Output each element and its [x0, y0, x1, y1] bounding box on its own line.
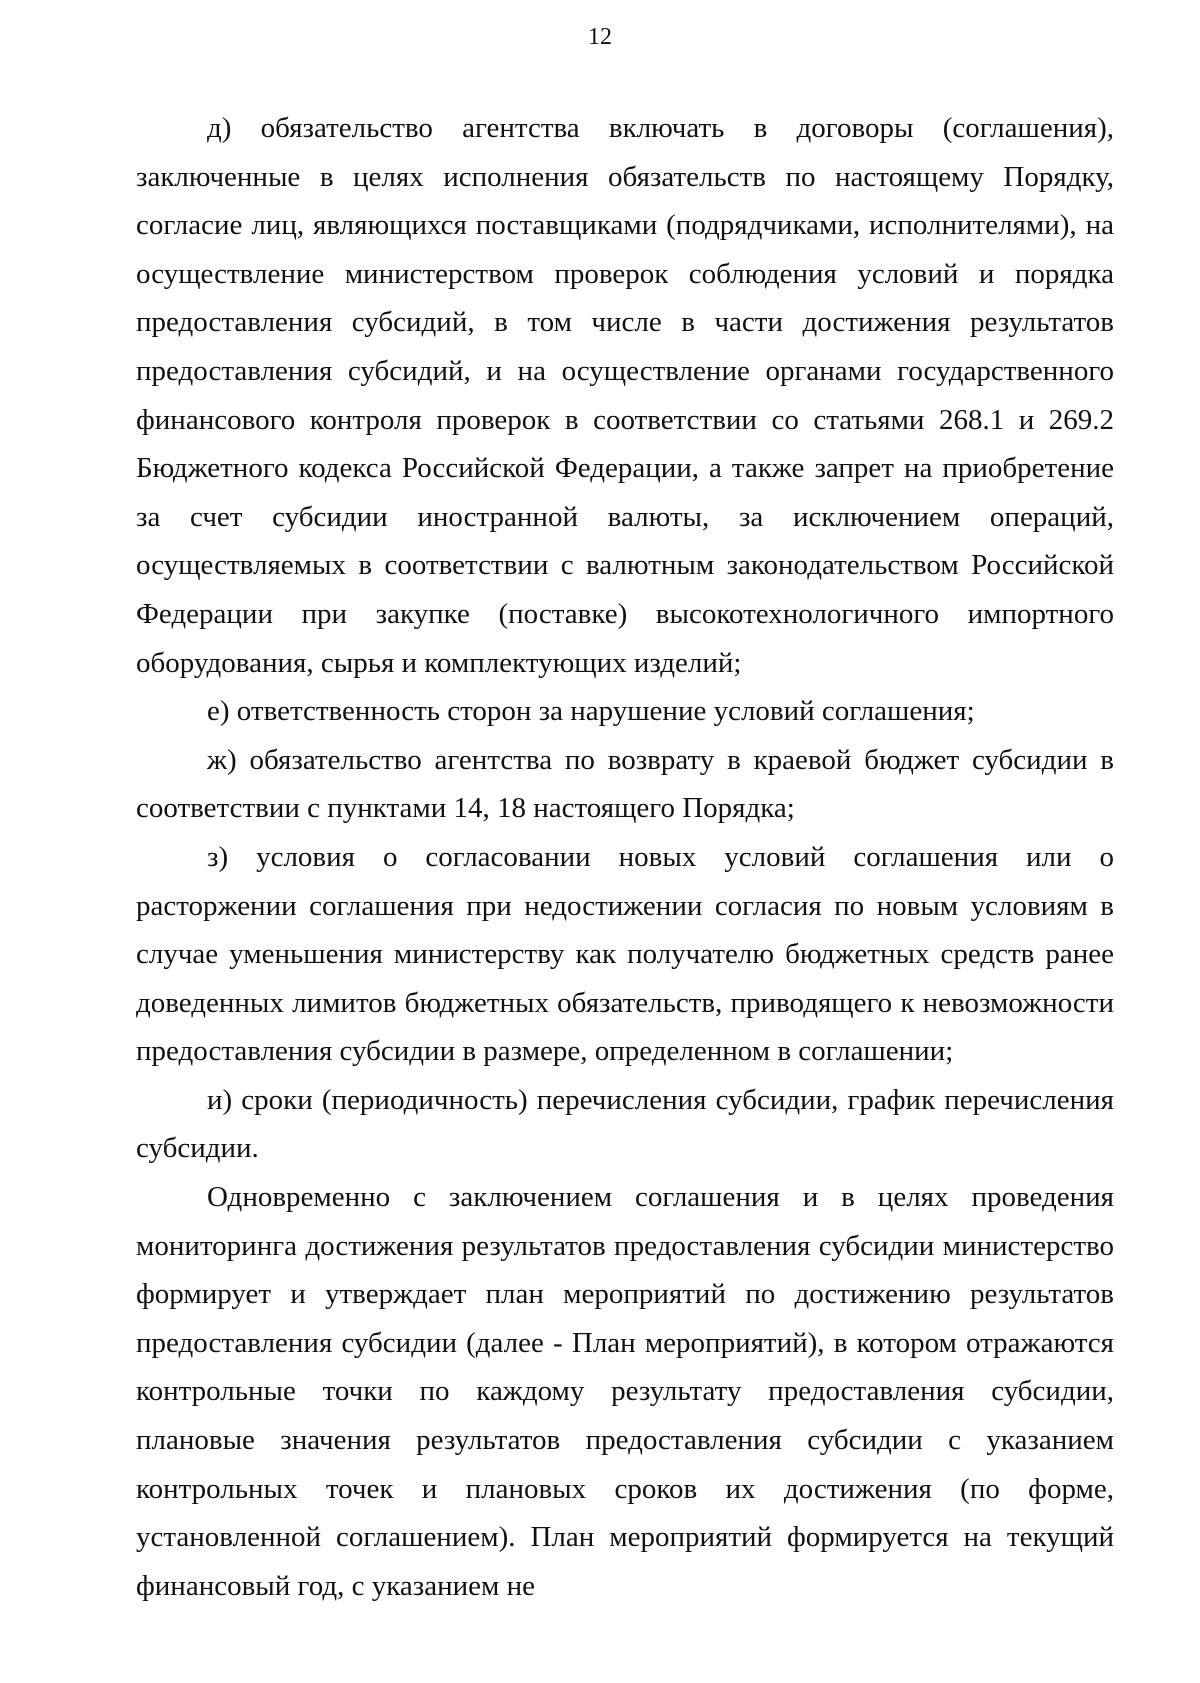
paragraph-item-i: и) сроки (периодичность) перечисления субсидии, график перечисления субсидии. — [136, 1083, 1114, 1165]
document-body — [136, 104, 1114, 1610]
paragraph-item-d: д) обязательство агентства включать в договоры (соглашения), заключенные в целях исполнения обязательств по настоящему Порядку, согласие лиц, являющихся поставщиками (подрядчиками, исполнителями), на осуществление министерством проверок соблюдения условий и порядка предоставления субсидий, в том числе в части достижения результатов предоставления субсидий, и на осуществление органами государственного финансового контроля проверок в соответствии со статьями 268.1 и 269.2 Бюджетного кодекса Российской Федерации, а также запрет на приобретение за счет субсидии иностранной валюты, за исключением операций, осуществляемых в соответствии с валютным законодательством Российской Федерации при закупке (поставке) высокотехнологичного импортного оборудования, сырья и комплектующих изделий; — [136, 112, 1114, 679]
paragraph-item-e: е) ответственность сторон за нарушение условий соглашения; — [207, 695, 975, 728]
paragraph-item-z: з) условия о согласовании новых условий соглашения или о расторжении соглашения при недостижении согласия по новым условиям в случае уменьшения министерству как получателю бюджетных средств ранее доведенных лимитов бюджетных обязательств, приводящего к невозможности предоставления субсидии в размере, определенном в соглашении; — [136, 840, 1114, 1068]
page-number: 12 — [588, 24, 612, 50]
paragraph-item-zh: ж) обязательство агентства по возврату в краевой бюджет субсидии в соответствии с пунктами 14, 18 настоящего Порядка; — [136, 743, 1114, 825]
paragraph-action-plan: Одновременно с заключением соглашения и в целях проведения мониторинга достижения результатов предоставления субсидии министерство формирует и утверждает план мероприятий по достижению результатов предоставления субсидии (далее - План мероприятий), в котором отражаются контрольные точки по каждому результату предоставления субсидии, плановые значения результатов предоставления субсидии с указанием контрольных точек и плановых сроков их достижения (по форме, установленной соглашением). План мероприятий формируется на текущий финансовый год, с указанием не — [136, 1181, 1114, 1602]
